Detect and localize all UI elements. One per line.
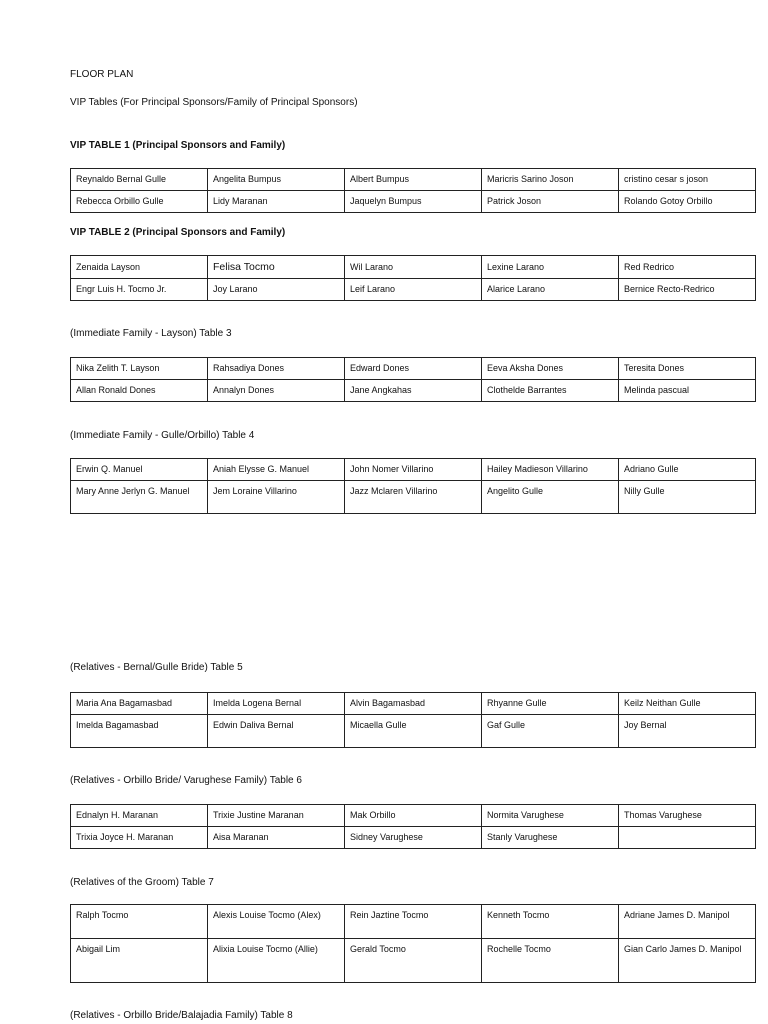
table-cell: Reynaldo Bernal Gulle xyxy=(71,169,208,191)
table-cell: Rebecca Orbillo Gulle xyxy=(71,191,208,213)
table-cell: Stanly Varughese xyxy=(482,827,619,849)
table-cell: Aniah Elysse G. Manuel xyxy=(208,459,345,481)
table-row xyxy=(71,169,756,191)
table-cell: Jem Loraine Villarino xyxy=(208,481,345,514)
table-cell: Erwin Q. Manuel xyxy=(71,459,208,481)
table-cell: Alexis Louise Tocmo (Alex) xyxy=(208,905,345,939)
table-cell: Albert Bumpus xyxy=(345,169,482,191)
table-row xyxy=(71,279,756,301)
table-cell: Imelda Logena Bernal xyxy=(208,693,345,715)
table-cell: Adriane James D. Manipol xyxy=(619,905,756,939)
seating-table-1 xyxy=(70,168,756,213)
table-cell: Leif Larano xyxy=(345,279,482,301)
table-cell: Hailey Madieson Villarino xyxy=(482,459,619,481)
table-cell: Maria Ana Bagamasbad xyxy=(71,693,208,715)
table-cell: Jazz Mclaren Villarino xyxy=(345,481,482,514)
table-cell: Mary Anne Jerlyn G. Manuel xyxy=(71,481,208,514)
table-cell: Alvin Bagamasbad xyxy=(345,693,482,715)
table-cell: Normita Varughese xyxy=(482,805,619,827)
table-cell: Keilz Neithan Gulle xyxy=(619,693,756,715)
table-heading: (Relatives - Orbillo Bride/ Varughese Family) Table 6 xyxy=(70,775,302,786)
table-cell: Rein Jaztine Tocmo xyxy=(345,905,482,939)
table-heading: (Immediate Family - Gulle/Orbillo) Table 4 xyxy=(70,430,255,441)
table-cell: Aisa Maranan xyxy=(208,827,345,849)
table-cell: Mak Orbillo xyxy=(345,805,482,827)
table-cell: Eeva Aksha Dones xyxy=(482,358,619,380)
table-cell: Rochelle Tocmo xyxy=(482,939,619,983)
table-cell: Gerald Tocmo xyxy=(345,939,482,983)
table-row xyxy=(71,715,756,748)
table-row xyxy=(71,358,756,380)
table-cell: Edwin Daliva Bernal xyxy=(208,715,345,748)
table-cell: cristino cesar s joson xyxy=(619,169,756,191)
seating-table-5 xyxy=(70,692,756,748)
table-cell: Ednalyn H. Maranan xyxy=(71,805,208,827)
seating-table-3 xyxy=(70,357,756,402)
table-cell: Nilly Gulle xyxy=(619,481,756,514)
table-cell: Angelita Bumpus xyxy=(208,169,345,191)
table-cell: Engr Luis H. Tocmo Jr. xyxy=(71,279,208,301)
seating-table-7 xyxy=(70,904,756,983)
table-cell xyxy=(619,827,756,849)
table-cell: Ralph Tocmo xyxy=(71,905,208,939)
table-cell: Rahsadiya Dones xyxy=(208,358,345,380)
table-cell: Teresita Dones xyxy=(619,358,756,380)
table-row xyxy=(71,939,756,983)
table-cell: Alarice Larano xyxy=(482,279,619,301)
table-cell: Annalyn Dones xyxy=(208,380,345,402)
table-cell: Rolando Gotoy Orbillo xyxy=(619,191,756,213)
table-cell: Gaf Gulle xyxy=(482,715,619,748)
table-row xyxy=(71,905,756,939)
table-heading: VIP TABLE 2 (Principal Sponsors and Family) xyxy=(70,227,286,238)
table-cell: Allan Ronald Dones xyxy=(71,380,208,402)
table-cell: Jane Angkahas xyxy=(345,380,482,402)
table-cell: Gian Carlo James D. Manipol xyxy=(619,939,756,983)
table-cell: Maricris Sarino Joson xyxy=(482,169,619,191)
table-cell: Nika Zelith T. Layson xyxy=(71,358,208,380)
table-cell: Zenaida Layson xyxy=(71,256,208,279)
page-subtitle: VIP Tables (For Principal Sponsors/Family of Principal Sponsors) xyxy=(70,97,358,108)
table-cell: Trixie Justine Maranan xyxy=(208,805,345,827)
table-cell: Lexine Larano xyxy=(482,256,619,279)
table-cell: Edward Dones xyxy=(345,358,482,380)
table-cell: Micaella Gulle xyxy=(345,715,482,748)
seating-table-2 xyxy=(70,255,756,301)
table-cell: Rhyanne Gulle xyxy=(482,693,619,715)
table-cell: Felisa Tocmo xyxy=(208,256,345,279)
table-cell: Kenneth Tocmo xyxy=(482,905,619,939)
table-cell: Melinda pascual xyxy=(619,380,756,402)
table-cell: Abigail Lim xyxy=(71,939,208,983)
table-cell: Angelito Gulle xyxy=(482,481,619,514)
table-row xyxy=(71,827,756,849)
table-cell: Imelda Bagamasbad xyxy=(71,715,208,748)
table-heading: (Relatives of the Groom) Table 7 xyxy=(70,877,214,888)
table-row xyxy=(71,459,756,481)
table-cell: Sidney Varughese xyxy=(345,827,482,849)
table-cell: Adriano Gulle xyxy=(619,459,756,481)
table-cell: Jaquelyn Bumpus xyxy=(345,191,482,213)
seating-table-4 xyxy=(70,458,756,514)
seating-table-6 xyxy=(70,804,756,849)
table-cell: Lidy Maranan xyxy=(208,191,345,213)
table-row xyxy=(71,191,756,213)
table-cell: Trixia Joyce H. Maranan xyxy=(71,827,208,849)
table-row xyxy=(71,805,756,827)
table-cell: Alixia Louise Tocmo (Allie) xyxy=(208,939,345,983)
table-heading: (Immediate Family - Layson) Table 3 xyxy=(70,328,232,339)
table-heading: (Relatives - Orbillo Bride/Balajadia Family) Table 8 xyxy=(70,1010,293,1021)
table-cell: Clothelde Barrantes xyxy=(482,380,619,402)
table-heading: (Relatives - Bernal/Gulle Bride) Table 5 xyxy=(70,662,243,673)
table-cell: Joy Bernal xyxy=(619,715,756,748)
table-cell: John Nomer Villarino xyxy=(345,459,482,481)
table-row xyxy=(71,481,756,514)
table-row xyxy=(71,693,756,715)
table-heading: VIP TABLE 1 (Principal Sponsors and Family) xyxy=(70,140,286,151)
table-cell: Thomas Varughese xyxy=(619,805,756,827)
table-cell: Wil Larano xyxy=(345,256,482,279)
table-row xyxy=(71,256,756,279)
table-cell: Joy Larano xyxy=(208,279,345,301)
page-title: FLOOR PLAN xyxy=(70,69,134,80)
table-row xyxy=(71,380,756,402)
table-cell: Bernice Recto-Redrico xyxy=(619,279,756,301)
table-cell: Patrick Joson xyxy=(482,191,619,213)
table-cell: Red Redrico xyxy=(619,256,756,279)
